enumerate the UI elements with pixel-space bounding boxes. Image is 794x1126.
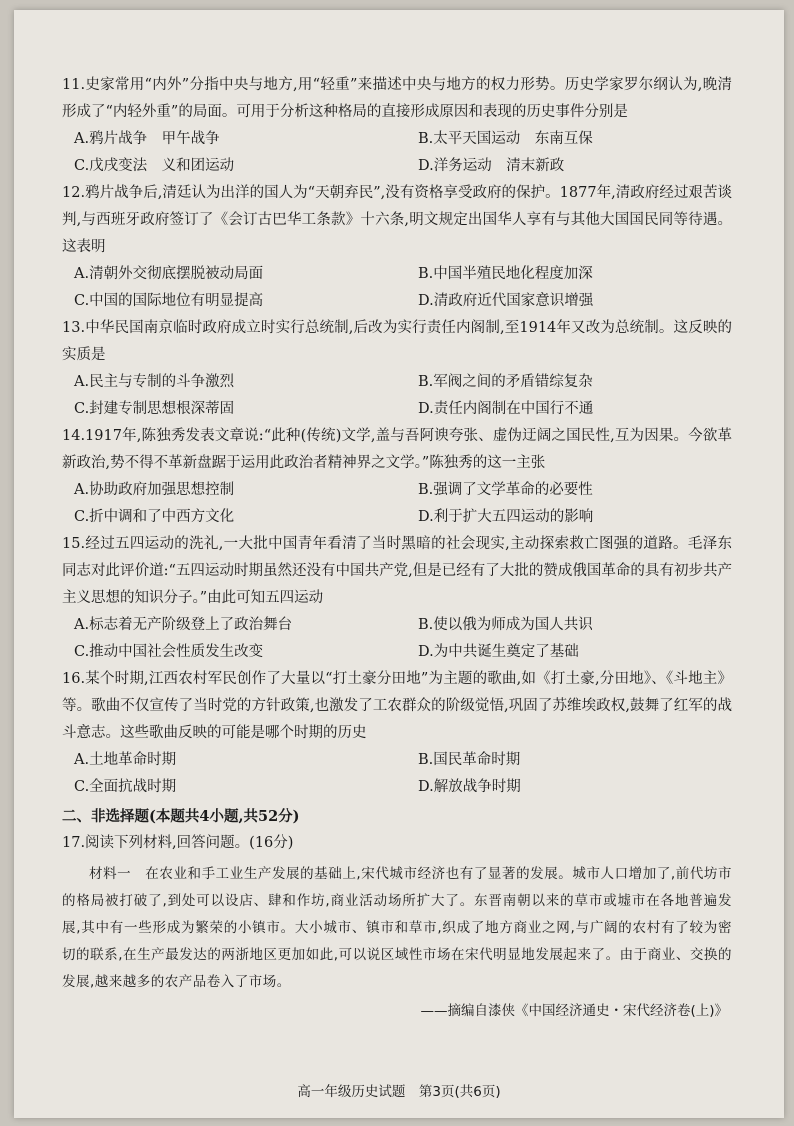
question-17-stem: 17.阅读下列材料,回答问题。(16分) <box>62 835 294 851</box>
option-a: A.协助政府加强思想控制 <box>74 482 235 498</box>
option-b: B.中国半殖民地化程度加深 <box>418 266 593 282</box>
page-footer: 高一年级历史试题 第3页(共6页) <box>297 1084 501 1100</box>
question-stem: 11.史家常用“内外”分指中央与地方,用“轻重”来描述中央与地方的权力形势。历史学家罗尔纲认为,晚清形成了“内轻外重”的局面。可用于分析这种格局的直接形成原因和表现的历史事件分别是 <box>62 77 732 120</box>
options <box>62 369 732 423</box>
question-13 <box>62 315 732 423</box>
option-b: B.国民革命时期 <box>418 752 521 768</box>
options <box>62 747 732 801</box>
question-11 <box>62 72 732 180</box>
option-d: D.为中共诞生奠定了基础 <box>418 644 579 660</box>
option-d: D.责任内阁制在中国行不通 <box>418 401 594 417</box>
option-c: C.中国的国际地位有明显提高 <box>74 293 264 309</box>
option-b: B.军阀之间的矛盾错综复杂 <box>418 374 593 390</box>
option-c: C.推动中国社会性质发生改变 <box>74 644 264 660</box>
question-12 <box>62 180 732 315</box>
option-c: C.折中调和了中西方文化 <box>74 509 235 525</box>
question-stem: 13.中华民国南京临时政府成立时实行总统制,后改为实行责任内阁制,至1914年又改为总统制。这反映的实质是 <box>62 320 732 363</box>
option-a: A.清朝外交彻底摆脱被动局面 <box>74 266 264 282</box>
option-d: D.解放战争时期 <box>418 779 521 795</box>
options <box>62 612 732 666</box>
option-d: D.利于扩大五四运动的影响 <box>418 509 594 525</box>
exam-page <box>14 10 784 1118</box>
section-title: 二、非选择题(本题共4小题,共52分) <box>62 808 300 825</box>
option-d: D.清政府近代国家意识增强 <box>418 293 594 309</box>
question-stem: 16.某个时期,江西农村军民创作了大量以“打土豪分田地”为主题的歌曲,如《打土豪,分田地》、《斗地主》等。歌曲不仅宣传了当时党的方针政策,也激发了工农群众的阶级觉悟,巩固了苏维埃政权,鼓舞了红军的战斗意志。这些歌曲反映的可能是哪个时期的历史 <box>62 671 732 741</box>
question-stem: 15.经过五四运动的洗礼,一大批中国青年看清了当时黑暗的社会现实,主动探索救亡图强的道路。毛泽东同志对此评价道:“五四运动时期虽然还没有中国共产党,但是已经有了大批的赞成俄国革命的具有初步共产主义思想的知识分子。”由此可知五四运动 <box>62 536 732 606</box>
material-source: ——摘编自漆侠《中国经济通史・宋代经济卷(上)》 <box>420 1003 728 1019</box>
options <box>62 126 732 180</box>
material-one: 材料一 在农业和手工业生产发展的基础上,宋代城市经济也有了显著的发展。城市人口增加了,前代坊市的格局被打破了,到处可以设店、肆和作坊,商业活动场所扩大了。东晋南朝以来的草市或墟市在各地普遍发展,其中有一些形成为繁荣的小镇市。大小城市、镇市和草市,织成了地方商业之网,与广阔的农村有了较为密切的联系,在生产最发达的两浙地区更加如此,可以说区域性市场在宋代明显地发展起来了。由于商业、交换的发展,越来越多的农产品卷入了市场。 <box>62 866 732 990</box>
question-15 <box>62 531 732 666</box>
option-a: A.土地革命时期 <box>74 752 177 768</box>
question-stem: 14.1917年,陈独秀发表文章说:“此种(传统)文学,盖与吾阿谀夸张、虚伪迂阔之国民性,互为因果。今欲革新政治,势不得不革新盘踞于运用此政治者精神界之文学。”陈独秀的这一主张 <box>62 428 732 471</box>
option-b: B.太平天国运动 东南互保 <box>418 131 593 147</box>
option-c: C.封建专制思想根深蒂固 <box>74 401 235 417</box>
option-b: B.使以俄为师成为国人共识 <box>418 617 593 633</box>
option-a: A.民主与专制的斗争激烈 <box>74 374 235 390</box>
option-a: A.标志着无产阶级登上了政治舞台 <box>74 617 293 633</box>
question-stem: 12.鸦片战争后,清廷认为出洋的国人为“天朝弃民”,没有资格享受政府的保护。1877年,清政府经过艰苦谈判,与西班牙政府签订了《会订古巴华工条款》十六条,明文规定出国华人享有与其他大国国民同等待遇。这表明 <box>62 185 732 255</box>
options <box>62 477 732 531</box>
option-a: A.鸦片战争 甲午战争 <box>74 131 220 147</box>
option-c: C.戊戌变法 义和团运动 <box>74 158 235 174</box>
page-content <box>62 72 732 1025</box>
question-16 <box>62 666 732 801</box>
option-b: B.强调了文学革命的必要性 <box>418 482 593 498</box>
option-d: D.洋务运动 清末新政 <box>418 158 565 174</box>
option-c: C.全面抗战时期 <box>74 779 177 795</box>
options <box>62 261 732 315</box>
question-14 <box>62 423 732 531</box>
